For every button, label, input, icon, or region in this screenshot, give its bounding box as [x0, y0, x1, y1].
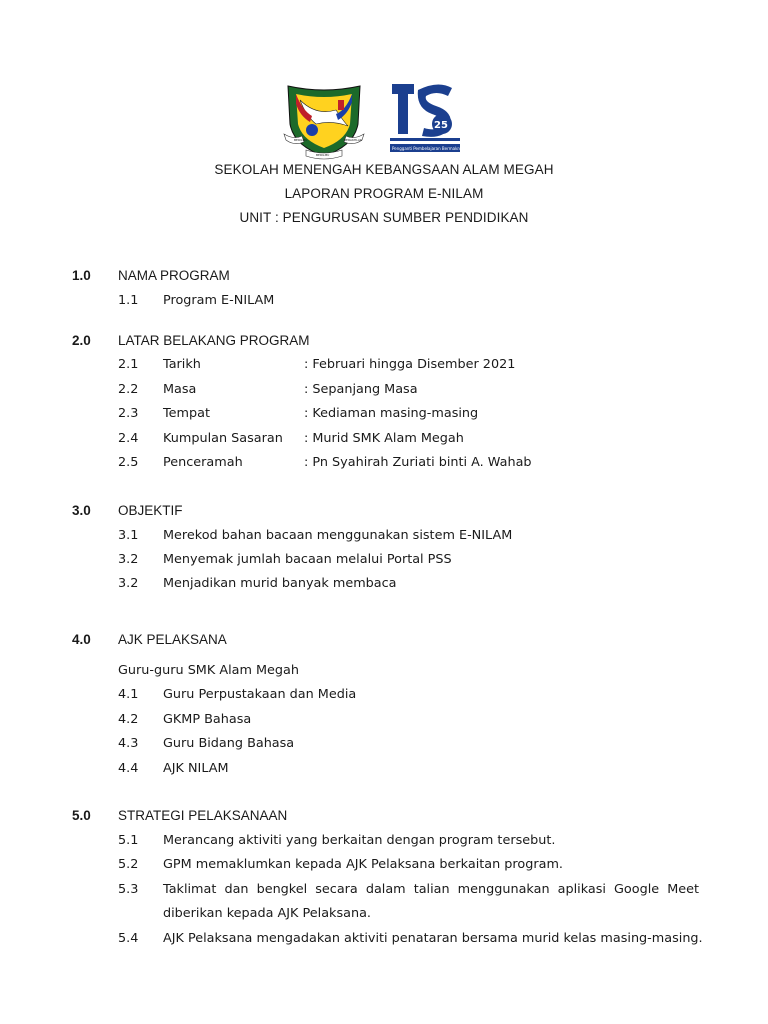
item-value: : Februari hingga Disember 2021: [304, 357, 516, 372]
item-number: 4.3: [118, 736, 139, 751]
item-text-continued: diberikan kepada AJK Pelaksana.: [163, 906, 371, 921]
item-number: 2.5: [118, 455, 139, 470]
ts25-caption: Pengganti Pembelajaran Bermakna: [392, 146, 462, 151]
item-text: Menjadikan murid banyak membaca: [163, 576, 397, 591]
item-number: 4.2: [118, 712, 139, 727]
item-text: Taklimat dan bengkel secara dalam talian menggunakan aplikasi Google Meet: [163, 882, 699, 897]
item-text: Merancang aktiviti yang berkaitan dengan program tersebut.: [163, 833, 556, 848]
unit-title: UNIT : PENGURUSAN SUMBER PENDIDIKAN: [239, 210, 529, 225]
item-label: Tempat: [163, 406, 210, 421]
section-number: 3.0: [72, 503, 91, 518]
section-number: 5.0: [72, 808, 91, 823]
section-number: 4.0: [72, 632, 91, 647]
crest-ribbon-bottom: BERILMU: [316, 153, 330, 157]
item-text: Merekod bahan bacaan menggunakan sistem E-NILAM: [163, 528, 513, 543]
crest-ribbon-left: BERILMU: [294, 138, 308, 142]
item-text: AJK NILAM: [163, 761, 229, 776]
item-number: 3.2: [118, 576, 139, 591]
item-number: 5.3: [118, 882, 139, 897]
item-number: 2.4: [118, 431, 139, 446]
item-text: GPM memaklumkan kepada AJK Pelaksana berkaitan program.: [163, 857, 563, 872]
item-number: 3.2: [118, 552, 139, 567]
ts25-number: 25: [434, 120, 448, 131]
school-name: SEKOLAH MENENGAH KEBANGSAAN ALAM MEGAH: [214, 162, 554, 177]
item-number: 5.1: [118, 833, 139, 848]
item-text: GKMP Bahasa: [163, 712, 252, 727]
section-intro: Guru-guru SMK Alam Megah: [118, 663, 299, 678]
item-number: 1.1: [118, 293, 139, 308]
item-number: 2.2: [118, 382, 139, 397]
item-value: : Sepanjang Masa: [304, 382, 418, 397]
item-label: Penceramah: [163, 455, 243, 470]
item-text: AJK Pelaksana mengadakan aktiviti penataran bersama murid kelas masing-masing.: [163, 931, 703, 946]
item-number: 3.1: [118, 528, 139, 543]
item-value: : Pn Syahirah Zuriati binti A. Wahab: [304, 455, 532, 470]
item-number: 2.1: [118, 357, 139, 372]
section-title: AJK PELAKSANA: [118, 632, 227, 647]
crest-ribbon-right: BERAKHLAK: [344, 138, 362, 142]
school-crest-logo: [282, 80, 366, 160]
item-label: Kumpulan Sasaran: [163, 431, 283, 446]
ts25-logo: [388, 80, 462, 156]
section-number: 1.0: [72, 268, 91, 283]
section-title: STRATEGI PELAKSANAAN: [118, 808, 288, 823]
item-text: Menyemak jumlah bacaan melalui Portal PSS: [163, 552, 452, 567]
item-label: Tarikh: [163, 357, 201, 372]
item-number: 5.4: [118, 931, 139, 946]
section-number: 2.0: [72, 333, 91, 348]
item-number: 2.3: [118, 406, 139, 421]
item-number: 4.4: [118, 761, 139, 776]
item-label: Masa: [163, 382, 197, 397]
section-title: NAMA PROGRAM: [118, 268, 230, 283]
item-text: Guru Bidang Bahasa: [163, 736, 295, 751]
section-title: OBJEKTIF: [118, 503, 183, 518]
item-number: 5.2: [118, 857, 139, 872]
report-title: LAPORAN PROGRAM E-NILAM: [284, 186, 484, 201]
item-text: Program E-NILAM: [163, 293, 275, 308]
item-value: : Kediaman masing-masing: [304, 406, 479, 421]
section-title: LATAR BELAKANG PROGRAM: [118, 333, 310, 348]
item-value: : Murid SMK Alam Megah: [304, 431, 464, 446]
item-text: Guru Perpustakaan dan Media: [163, 687, 357, 702]
item-number: 4.1: [118, 687, 139, 702]
